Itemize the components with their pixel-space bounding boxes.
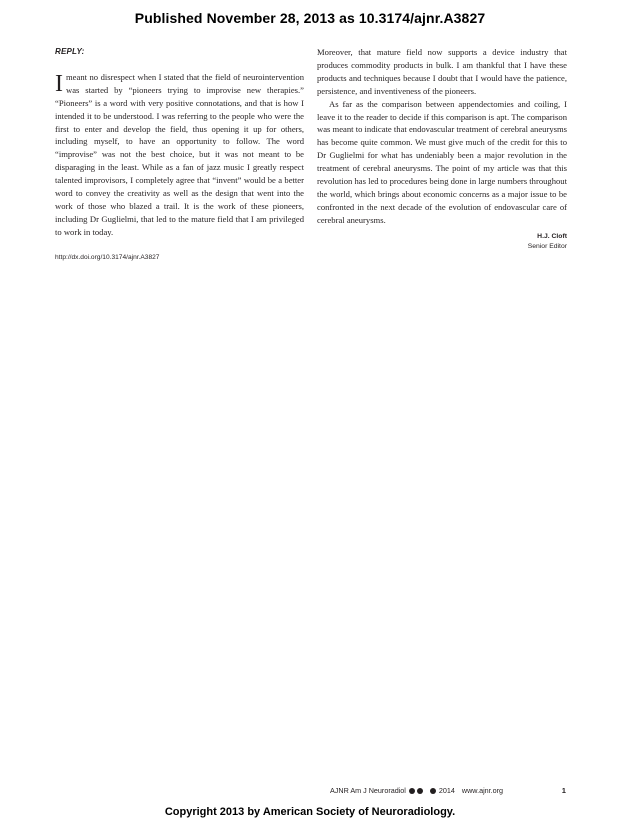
continuation-paragraph: Moreover, that mature field now supports a device industry that produces commodity products in bulk. I am thankful that I have these products and techniques because I doubt that I would have the patience, persistence, and inventiveness of the pioneers. bbox=[317, 47, 567, 96]
signature bbox=[317, 232, 567, 252]
bullet-icon bbox=[409, 788, 415, 794]
left-column bbox=[55, 46, 304, 265]
drop-cap: I bbox=[55, 70, 63, 97]
footer-year-group bbox=[429, 786, 455, 795]
doi-link[interactable]: http://dx.doi.org/10.3174/ajnr.A3827 bbox=[55, 253, 160, 261]
reply-paragraph-text: meant no disrespect when I stated that the field of neurointervention was started by “pioneers trying to improvise new therapies.” “Pioneers” is a word with very positive connotations, and that is how I intended it to be understood. I was referring to the people who were the first to enter and develop the field, thus opening it up for others, including myself, to have an opportunity to follow. The word “improvise” was not the best choice, but it was not meant to be disparaging in the least. While as a fan of jazz music I greatly respect talented improvisors, I completely agree that “invent” would be a better word to convey the creativity as well as the design that went into the work of those who blazed a trail. It is the work of these pioneers, including Dr Guglielmi, that led to the mature field that I am privileged to work in today. bbox=[55, 71, 304, 237]
author-title: Senior Editor bbox=[527, 242, 567, 250]
page-number: 1 bbox=[561, 786, 566, 795]
comparison-paragraph: As far as the comparison between appendectomies and coiling, I leave it to the reader to decide if this comparison is apt. The comparison was meant to indicate that endovascular treatment of cerebral aneurysms has become quite common. We must give much of the credit for this to Dr Guglielmi for what has undeniably been a major revolution in the treatment of cerebral aneurysms. The point of my article was that this revolution has led to procedures being done in large numbers throughout the world, which brings about economic concerns as a major issue to be confronted in the next decade of the evolution of endovascular care of cerebral aneurysms. bbox=[317, 98, 567, 225]
bullet-icon bbox=[417, 788, 423, 794]
publication-year: 2014 bbox=[438, 786, 455, 795]
reply-paragraph bbox=[55, 71, 304, 239]
bullet-icon bbox=[430, 788, 436, 794]
page-footer bbox=[330, 786, 566, 795]
publication-banner: Published November 28, 2013 as 10.3174/ajnr.A3827 bbox=[134, 10, 486, 26]
journal-url[interactable]: www.ajnr.org bbox=[461, 786, 504, 795]
journal-name: AJNR Am J Neuroradiol bbox=[330, 786, 406, 795]
author-name: H.J. Cloft bbox=[537, 232, 567, 240]
right-column bbox=[317, 46, 567, 252]
copyright-banner: Copyright 2013 by American Society of Neuroradiology. bbox=[164, 806, 456, 818]
reply-label: REPLY: bbox=[55, 47, 85, 56]
